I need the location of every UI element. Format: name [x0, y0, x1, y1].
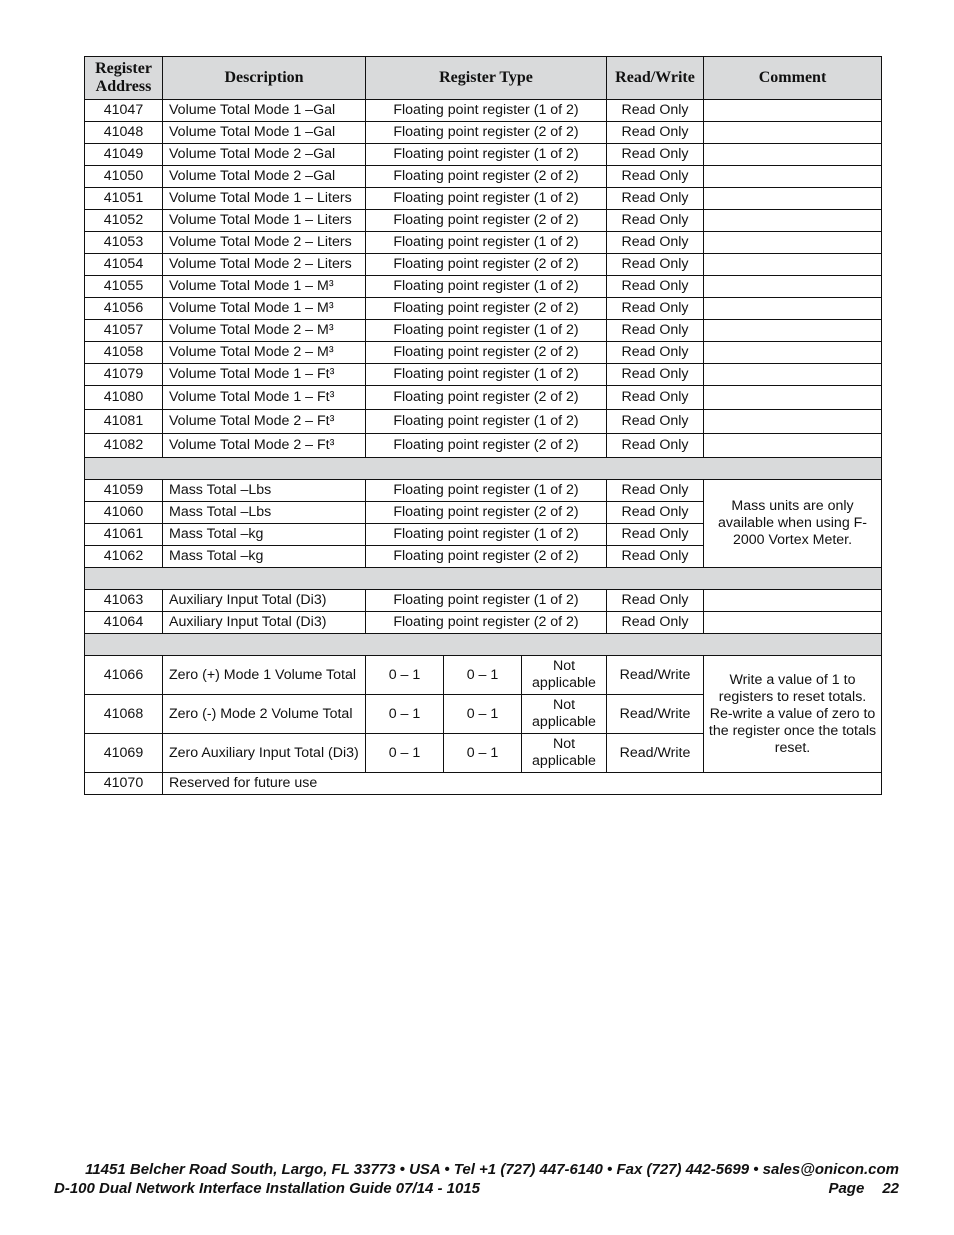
register-type: Floating point register (1 of 2) — [366, 364, 607, 386]
register-read-write: Read Only — [607, 590, 704, 612]
register-description: Volume Total Mode 1 – Liters — [163, 210, 366, 232]
register-type: Floating point register (2 of 2) — [366, 210, 607, 232]
register-comment — [704, 210, 882, 232]
register-address: 41064 — [85, 612, 163, 634]
register-address: 41049 — [85, 144, 163, 166]
register-default: Not applicable — [522, 734, 607, 773]
register-type: Floating point register (2 of 2) — [366, 298, 607, 320]
register-type: Floating point register (1 of 2) — [366, 524, 607, 546]
register-description: Zero (-) Mode 2 Volume Total — [163, 695, 366, 734]
register-address: 41063 — [85, 590, 163, 612]
register-range-max: 0 – 1 — [444, 695, 522, 734]
register-read-write: Read Only — [607, 480, 704, 502]
register-comment — [704, 298, 882, 320]
mass-comment: Mass units are only available when using F-2000 Vortex Meter. — [704, 480, 882, 568]
register-address: 41050 — [85, 166, 163, 188]
register-type: Floating point register (2 of 2) — [366, 342, 607, 364]
register-table — [84, 56, 882, 795]
register-read-write: Read Only — [607, 276, 704, 298]
register-address: 41068 — [85, 695, 163, 734]
register-description: Volume Total Mode 2 – Ft³ — [163, 434, 366, 458]
register-address: 41079 — [85, 364, 163, 386]
register-address: 41080 — [85, 386, 163, 410]
register-range-min: 0 – 1 — [366, 656, 444, 695]
register-type: Floating point register (1 of 2) — [366, 100, 607, 122]
table-row — [85, 122, 882, 144]
register-comment — [704, 590, 882, 612]
register-type: Floating point register (2 of 2) — [366, 612, 607, 634]
header-comment: Comment — [704, 57, 882, 100]
register-type: Floating point register (1 of 2) — [366, 410, 607, 434]
register-address: 41081 — [85, 410, 163, 434]
section-separator — [85, 634, 882, 656]
register-description: Volume Total Mode 1 – Liters — [163, 188, 366, 210]
register-type: Floating point register (2 of 2) — [366, 166, 607, 188]
register-type: Floating point register (2 of 2) — [366, 546, 607, 568]
register-range-max: 0 – 1 — [444, 734, 522, 773]
register-read-write: Read Only — [607, 122, 704, 144]
register-default: Not applicable — [522, 656, 607, 695]
register-address: 41057 — [85, 320, 163, 342]
register-type: Floating point register (1 of 2) — [366, 590, 607, 612]
register-address: 41052 — [85, 210, 163, 232]
register-comment — [704, 612, 882, 634]
footer-guide-title: D-100 Dual Network Interface Installation Guide 07/14 - 1015 — [54, 1180, 480, 1197]
register-description: Reserved for future use — [163, 773, 882, 795]
table-row — [85, 342, 882, 364]
header-read-write: Read/Write — [607, 57, 704, 100]
section-separator — [85, 458, 882, 480]
table-row — [85, 612, 882, 634]
register-read-write: Read Only — [607, 410, 704, 434]
register-read-write: Read Only — [607, 364, 704, 386]
table-row-reserved — [85, 773, 882, 795]
register-read-write: Read Only — [607, 386, 704, 410]
table-row — [85, 254, 882, 276]
register-type: Floating point register (2 of 2) — [366, 254, 607, 276]
register-address: 41060 — [85, 502, 163, 524]
register-description: Volume Total Mode 2 – M³ — [163, 342, 366, 364]
footer-page-number: 22 — [882, 1180, 899, 1197]
register-description: Volume Total Mode 2 – Liters — [163, 232, 366, 254]
footer-guide-line — [54, 1180, 899, 1197]
register-description: Volume Total Mode 1 – M³ — [163, 298, 366, 320]
register-range-max: 0 – 1 — [444, 656, 522, 695]
register-read-write: Read Only — [607, 254, 704, 276]
register-read-write: Read Only — [607, 612, 704, 634]
table-row — [85, 656, 882, 695]
register-type: Floating point register (1 of 2) — [366, 188, 607, 210]
register-type: Floating point register (1 of 2) — [366, 276, 607, 298]
register-description: Volume Total Mode 2 –Gal — [163, 166, 366, 188]
register-read-write: Read/Write — [607, 656, 704, 695]
register-address: 41058 — [85, 342, 163, 364]
header-row — [85, 57, 882, 100]
header-register-type: Register Type — [366, 57, 607, 100]
register-description: Volume Total Mode 2 – Ft³ — [163, 410, 366, 434]
register-type: Floating point register (1 of 2) — [366, 232, 607, 254]
register-read-write: Read Only — [607, 342, 704, 364]
register-address: 41070 — [85, 773, 163, 795]
register-description: Mass Total –Lbs — [163, 480, 366, 502]
register-description: Mass Total –kg — [163, 524, 366, 546]
register-comment — [704, 144, 882, 166]
register-description: Volume Total Mode 2 – M³ — [163, 320, 366, 342]
register-address: 41056 — [85, 298, 163, 320]
register-address: 41051 — [85, 188, 163, 210]
register-comment — [704, 276, 882, 298]
register-address: 41053 — [85, 232, 163, 254]
register-read-write: Read Only — [607, 232, 704, 254]
register-range-min: 0 – 1 — [366, 695, 444, 734]
table-row — [85, 100, 882, 122]
register-read-write: Read Only — [607, 546, 704, 568]
header-description: Description — [163, 57, 366, 100]
register-description: Auxiliary Input Total (Di3) — [163, 590, 366, 612]
register-description: Volume Total Mode 1 – Ft³ — [163, 364, 366, 386]
register-comment — [704, 232, 882, 254]
register-read-write: Read Only — [607, 502, 704, 524]
register-comment — [704, 364, 882, 386]
register-address: 41069 — [85, 734, 163, 773]
register-read-write: Read Only — [607, 320, 704, 342]
register-read-write: Read/Write — [607, 734, 704, 773]
register-address: 41066 — [85, 656, 163, 695]
register-address: 41055 — [85, 276, 163, 298]
table-row — [85, 166, 882, 188]
footer-address: 11451 Belcher Road South, Largo, FL 33773 • USA • Tel +1 (727) 447-6140 • Fax (727) 442-5699 • sales@onicon.com — [85, 1161, 899, 1178]
register-type: Floating point register (2 of 2) — [366, 386, 607, 410]
register-default: Not applicable — [522, 695, 607, 734]
header-address: Register Address — [85, 57, 163, 100]
register-address: 41059 — [85, 480, 163, 502]
register-description: Mass Total –Lbs — [163, 502, 366, 524]
register-address: 41082 — [85, 434, 163, 458]
register-description: Volume Total Mode 1 – M³ — [163, 276, 366, 298]
register-read-write: Read Only — [607, 100, 704, 122]
register-range-min: 0 – 1 — [366, 734, 444, 773]
register-read-write: Read Only — [607, 524, 704, 546]
register-type: Floating point register (2 of 2) — [366, 502, 607, 524]
register-description: Zero Auxiliary Input Total (Di3) — [163, 734, 366, 773]
register-comment — [704, 166, 882, 188]
register-description: Volume Total Mode 1 –Gal — [163, 100, 366, 122]
register-description: Mass Total –kg — [163, 546, 366, 568]
register-description: Auxiliary Input Total (Di3) — [163, 612, 366, 634]
register-read-write: Read Only — [607, 298, 704, 320]
register-comment — [704, 386, 882, 410]
register-comment — [704, 320, 882, 342]
register-comment — [704, 122, 882, 144]
table-row — [85, 386, 882, 410]
table-row — [85, 410, 882, 434]
register-type: Floating point register (1 of 2) — [366, 480, 607, 502]
footer-page-label: Page — [828, 1180, 865, 1197]
table-row — [85, 188, 882, 210]
register-comment — [704, 254, 882, 276]
table-row — [85, 434, 882, 458]
table-row — [85, 320, 882, 342]
table-row — [85, 210, 882, 232]
table-row — [85, 590, 882, 612]
register-type: Floating point register (1 of 2) — [366, 320, 607, 342]
register-table-body — [85, 100, 882, 795]
register-type: Floating point register (1 of 2) — [366, 144, 607, 166]
register-description: Volume Total Mode 2 – Liters — [163, 254, 366, 276]
register-comment — [704, 100, 882, 122]
register-comment — [704, 410, 882, 434]
register-address: 41048 — [85, 122, 163, 144]
table-row — [85, 480, 882, 502]
table-row — [85, 276, 882, 298]
table-row — [85, 364, 882, 386]
table-row — [85, 144, 882, 166]
register-comment — [704, 434, 882, 458]
table-row — [85, 298, 882, 320]
register-address: 41054 — [85, 254, 163, 276]
table-row — [85, 232, 882, 254]
register-read-write: Read Only — [607, 434, 704, 458]
register-read-write: Read Only — [607, 166, 704, 188]
register-read-write: Read Only — [607, 188, 704, 210]
register-comment — [704, 342, 882, 364]
register-address: 41061 — [85, 524, 163, 546]
footer-page — [810, 1180, 899, 1197]
register-description: Volume Total Mode 1 –Gal — [163, 122, 366, 144]
register-read-write: Read Only — [607, 144, 704, 166]
register-read-write: Read/Write — [607, 695, 704, 734]
register-comment — [704, 188, 882, 210]
section-separator — [85, 568, 882, 590]
register-address: 41047 — [85, 100, 163, 122]
register-type: Floating point register (2 of 2) — [366, 434, 607, 458]
reset-comment: Write a value of 1 to registers to reset totals. Re-write a value of zero to the register once the totals reset. — [704, 656, 882, 773]
register-address: 41062 — [85, 546, 163, 568]
register-type: Floating point register (2 of 2) — [366, 122, 607, 144]
register-read-write: Read Only — [607, 210, 704, 232]
register-description: Volume Total Mode 2 –Gal — [163, 144, 366, 166]
register-description: Zero (+) Mode 1 Volume Total — [163, 656, 366, 695]
register-description: Volume Total Mode 1 – Ft³ — [163, 386, 366, 410]
